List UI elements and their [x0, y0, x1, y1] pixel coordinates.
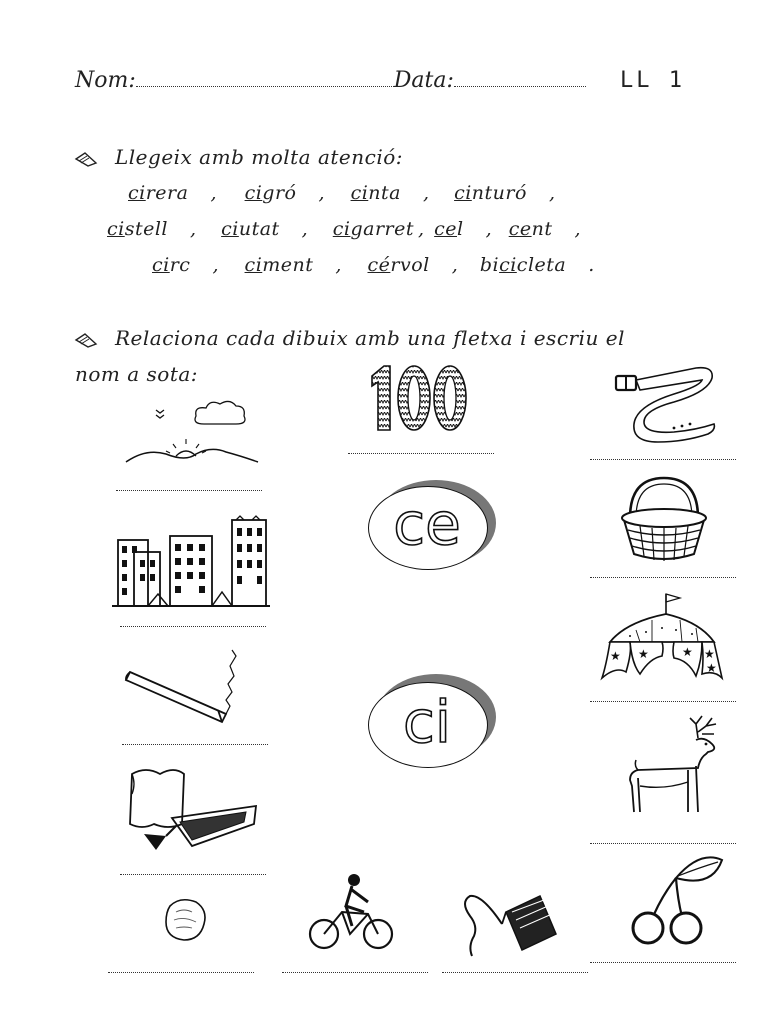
word — [333, 218, 414, 240]
word-syllable: ci — [454, 182, 472, 204]
word-separator: , — [451, 254, 459, 276]
svg-text:★: ★ — [704, 647, 715, 661]
word-separator: , — [318, 182, 326, 204]
name-label: Nom: — [75, 68, 136, 93]
word-line-3 — [152, 254, 595, 276]
answer-line-deer[interactable] — [590, 843, 736, 844]
svg-text:★: ★ — [682, 645, 693, 659]
answer-line-city[interactable] — [120, 626, 266, 627]
answer-line-bicycle[interactable] — [282, 972, 428, 973]
word — [368, 254, 430, 276]
circus-tent-icon — [600, 592, 724, 684]
word-rest: rc — [169, 254, 191, 276]
answer-line-100[interactable] — [348, 453, 494, 454]
word-syllable: ci — [499, 254, 517, 276]
word — [128, 182, 188, 204]
word — [509, 218, 553, 240]
word-syllable: ci — [221, 218, 239, 240]
word — [107, 218, 168, 240]
name-field[interactable] — [136, 86, 394, 87]
pen-icon — [75, 332, 97, 348]
svg-text:★: ★ — [610, 649, 621, 663]
word — [454, 182, 527, 204]
answer-line-belt[interactable] — [590, 459, 736, 460]
word-syllable: ci — [350, 182, 369, 204]
worksheet-code: LL 1 — [620, 68, 685, 93]
section1-instruction: Llegeix amb molta atenció: — [75, 145, 403, 169]
word — [152, 254, 190, 276]
bicycle-icon — [306, 872, 396, 952]
syllable-ci: ci — [402, 688, 451, 756]
word-separator: , — [210, 182, 218, 204]
word-separator: , — [418, 218, 425, 240]
answer-line-basket[interactable] — [590, 577, 736, 578]
word-prefix: bi — [479, 254, 500, 276]
belt-icon — [610, 362, 718, 442]
word-separator: , — [301, 218, 309, 240]
number-100-icon — [368, 364, 470, 432]
word-rest: garret — [350, 218, 415, 240]
word-syllable: ci — [244, 182, 263, 204]
word-rest: stell — [124, 218, 169, 240]
answer-line-chickpea[interactable] — [108, 972, 254, 973]
syllable-ce: ce — [393, 490, 461, 558]
answer-line-cement[interactable] — [120, 874, 266, 875]
word-rest: nt — [531, 218, 553, 240]
word — [351, 182, 401, 204]
word-rest: gró — [262, 182, 297, 204]
word-rest: ment — [262, 254, 314, 276]
answer-line-cigarette[interactable] — [122, 744, 268, 745]
cement-bag-icon — [126, 766, 260, 854]
word-syllable: ci — [152, 254, 170, 276]
cigarette-icon — [126, 650, 244, 726]
answer-line-circus[interactable] — [590, 701, 736, 702]
word-syllable: ci — [128, 182, 146, 204]
sunrise-icon — [124, 396, 260, 468]
basket-icon — [620, 474, 708, 564]
date-field[interactable] — [454, 86, 586, 87]
answer-line-ribbon[interactable] — [442, 972, 588, 973]
word-syllable: ci — [107, 218, 125, 240]
city-buildings-icon — [112, 514, 270, 608]
answer-line-cherry[interactable] — [590, 962, 736, 963]
word-line-1 — [128, 182, 555, 204]
word — [221, 218, 280, 240]
svg-text:★: ★ — [638, 647, 649, 661]
word-rest: rvol — [390, 254, 430, 276]
cherry-icon — [630, 856, 724, 946]
answer-line-sunrise[interactable] — [116, 490, 262, 491]
pen-icon — [75, 151, 97, 167]
word-separator: , — [422, 182, 430, 204]
word-separator: , — [212, 254, 219, 276]
word-separator: , — [190, 218, 197, 240]
word-rest: cleta — [516, 254, 567, 276]
word-rest: utat — [238, 218, 280, 240]
word-separator: , — [335, 254, 342, 276]
word-rest: nturó — [471, 182, 527, 204]
deer-icon — [626, 712, 724, 816]
word — [245, 254, 314, 276]
word-rest: rera — [145, 182, 189, 204]
word-syllable: ce — [508, 218, 532, 240]
header — [75, 68, 695, 100]
word-syllable: ci — [244, 254, 263, 276]
word-syllable: cé — [367, 254, 391, 276]
word-syllable: ce — [434, 218, 458, 240]
word-separator: , — [485, 218, 493, 240]
word-syllable: ci — [332, 218, 351, 240]
word-rest: l — [457, 218, 464, 240]
word — [480, 254, 566, 276]
word-separator: , — [574, 218, 581, 240]
word — [245, 182, 297, 204]
chickpea-icon — [162, 896, 210, 942]
date-label: Data: — [393, 68, 454, 93]
word-line-2 — [107, 218, 581, 240]
ribbon-spool-icon — [462, 890, 560, 958]
section2-instruction-cont: nom a sota: — [75, 362, 199, 386]
svg-text:★: ★ — [706, 661, 717, 675]
word-rest: nta — [368, 182, 401, 204]
section2-instruction: Relaciona cada dibuix amb una fletxa i escriu el — [75, 326, 625, 350]
word — [434, 218, 463, 240]
word-separator: , — [548, 182, 556, 204]
word-separator: . — [588, 254, 595, 276]
